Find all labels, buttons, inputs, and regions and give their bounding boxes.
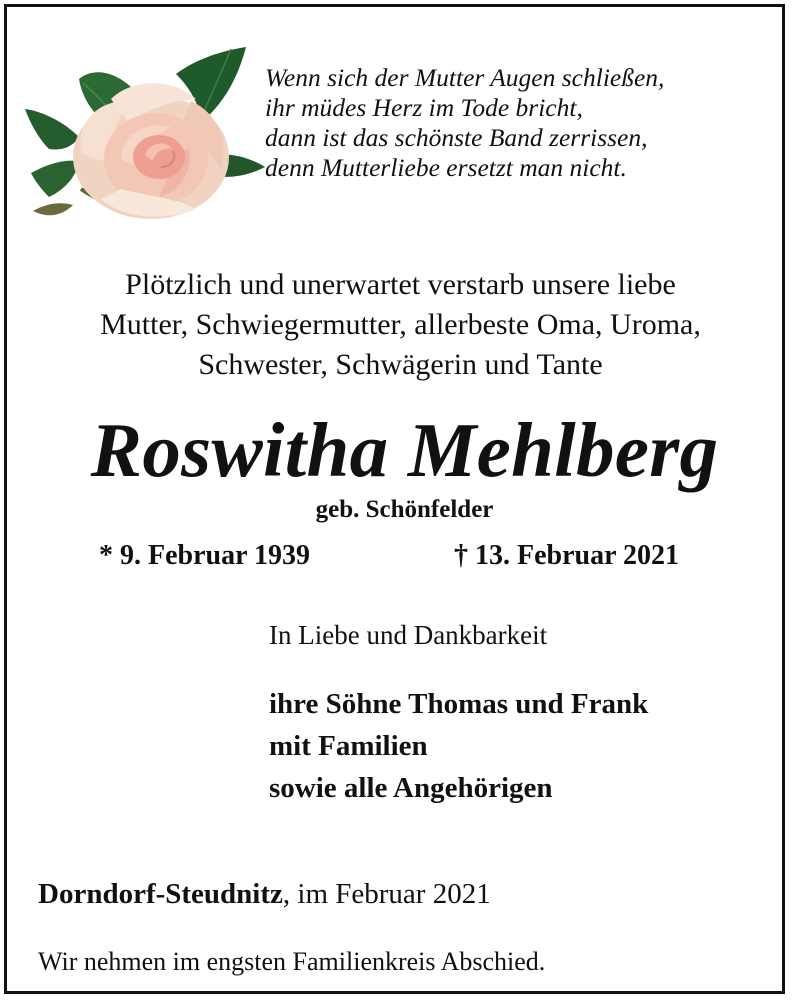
birth-name: geb. Schönfelder <box>315 496 494 523</box>
poem-line: denn Mutterliebe ersetzt man nicht. <box>265 153 627 182</box>
death-date: † 13. Februar 2021 <box>454 540 680 571</box>
mourners-line: sowie alle Angehörigen <box>269 772 553 804</box>
announcement-text <box>7 265 794 385</box>
birth-date: * 9. Februar 1939 <box>99 540 311 571</box>
mourners-list <box>269 683 648 809</box>
memorial-poem <box>265 63 785 183</box>
rose-icon <box>21 39 271 229</box>
announcement-line: Schwester, Schwägerin und Tante <box>198 348 603 381</box>
place-date-line <box>38 875 491 913</box>
poem-line: Wenn sich der Mutter Augen schließen, <box>265 63 665 92</box>
poem-line: dann ist das schönste Band zerrissen, <box>265 123 648 152</box>
month-year: , im Februar 2021 <box>282 878 491 910</box>
announcement-line: Mutter, Schwiegermutter, allerbeste Oma, Uroma, <box>100 308 701 341</box>
deceased-name: Roswitha Mehlberg <box>90 407 719 493</box>
obituary-card <box>4 4 785 994</box>
poem-line: ihr müdes Herz im Tode bricht, <box>265 93 583 122</box>
mourners-line: mit Familien <box>269 730 428 762</box>
announcement-line: Plötzlich und unerwartet verstarb unsere liebe <box>125 268 676 301</box>
farewell-note: Wir nehmen im engsten Familienkreis Abschied. <box>38 947 546 976</box>
mourners-line: ihre Söhne Thomas und Frank <box>269 688 649 720</box>
thanks-line: In Liebe und Dankbarkeit <box>269 620 548 650</box>
town-name: Dorndorf-Steudnitz <box>38 878 283 910</box>
